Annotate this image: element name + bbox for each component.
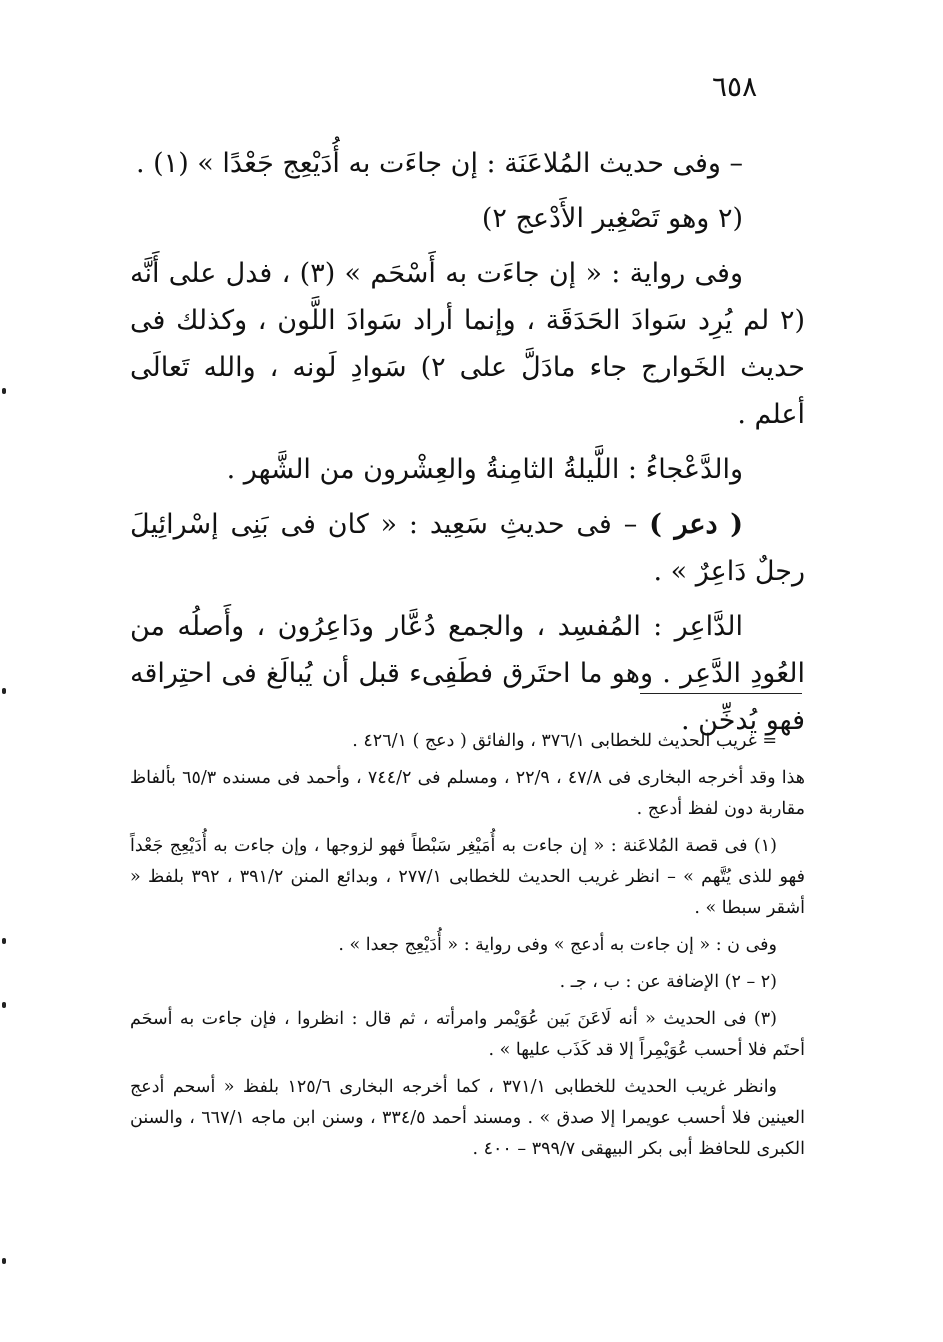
page-number: ٦٥٨ — [712, 70, 758, 103]
paragraph-daaer: الدَّاعِر : المُفسِد ، والجمع دُعَّار ودَاعِرُون ، وأَصلُه من العُودِ الدَّعِر . وهو ما احتَرق فطَفِىء قبل أن يُبالَغ فى احتِراقه فهو يُدخِّن . — [130, 611, 805, 736]
entry-headword: ( دعر ) — [649, 509, 743, 540]
scan-speck — [2, 688, 6, 694]
scan-speck — [2, 388, 6, 394]
footnote-line: = غريب الحديث للخطابى ٣٧٦/١ ، والفائق ( دعج ) ٤٢٦/١ . — [352, 731, 777, 751]
footnote-3: (٣) فى الحديث « أنه لَاعَنَ بَين عُوَيْمر وامرأته ، ثم قال : انظروا ، فإن جاءت به أسحَم أحتَم فلا أحسب عُوَيْمِراً إلا قد كَذَب عليها » . — [130, 1009, 805, 1060]
paragraph-dajaa: والدَّعْجاءُ : اللَّيلةُ الثامِنةُ والعِشْرون من الشَّهر . — [226, 454, 743, 485]
footnotes — [130, 726, 805, 1171]
scan-speck — [2, 938, 6, 944]
footnote-line: وانظر غريب الحديث للخطابى ٣٧١/١ ، كما أخرجه البخارى ١٢٥/٦ بلفظ « أسحم أدعج العينين فلا أحسب عويمرا إلا صدق » . ومسند أحمد ٣٣٤/٥ ، وسنن ابن ماجه ٦٦٧/١ ، والسنن الكبرى للحافظ أبى بكر البيهقى ٣٩٩/٧ – ٤٠٠ . — [130, 1077, 806, 1159]
footnote-1: (١) فى قصة المُلاعَنة : « إن جاءت به أُمَيْغِر سَبْطاً فهو لزوجها ، وإن جاءت به أُدَيْعِج جَعْداً فهو للذى يُتَّهم » – انظر غريب الحديث للخطابى ٢٧٧/١ ، وبدائع المنن ٣٩١/٢ ، ٣٩٢ بلفظ « أشقر سبطا » . — [130, 836, 805, 918]
footnote-line: هذا وقد أخرجه البخارى فى ٤٧/٨ ، ٢٢/٩ ، ومسلم فى ٧٤٤/٢ ، وأحمد فى مسنده ٦٥/٣ بألفاظ مقاربة دون لفظ أدعج . — [130, 768, 805, 819]
scan-speck — [2, 1002, 6, 1008]
main-text — [130, 140, 805, 752]
footnote-divider — [640, 693, 802, 694]
scan-speck — [2, 1258, 6, 1264]
entry-text: – فى حديثِ سَعِيد : « كان فى بَنِى إسْرائِيلَ رجلٌ دَاعِرٌ » . — [130, 509, 805, 587]
paragraph-mulaana: – وفى حديث المُلاعَنَة : إن جاءَت به أُدَيْعِج جَعْدًا » (١) . — [135, 148, 743, 179]
paragraph-riwaya: وفى رواية : « إن جاءَت به أَسْحَم » (٣) ، فدل على أَنَّه (٢ لم يُرِد سَوادَ الحَدَقَة ، وإنما أراد سَوادَ اللَّون ، وكذلك فى حديث الخَوارج جاء مادَلَّ على ٢) سَوادِ لَونه ، والله تَعالَى أعلم . — [130, 258, 805, 430]
entry-daar — [130, 501, 805, 595]
footnote-2: (٢ – ٢) الإضافة عن : ب ، جـ . — [559, 972, 777, 992]
footnote-line: وفى ن : « إن جاءت به أدعج » وفى رواية : « أُدَيْعِج جعدا » . — [338, 935, 777, 955]
paragraph-tasghir: (٢ وهو تَصْغِير الأَدْعج ٢) — [481, 203, 743, 234]
